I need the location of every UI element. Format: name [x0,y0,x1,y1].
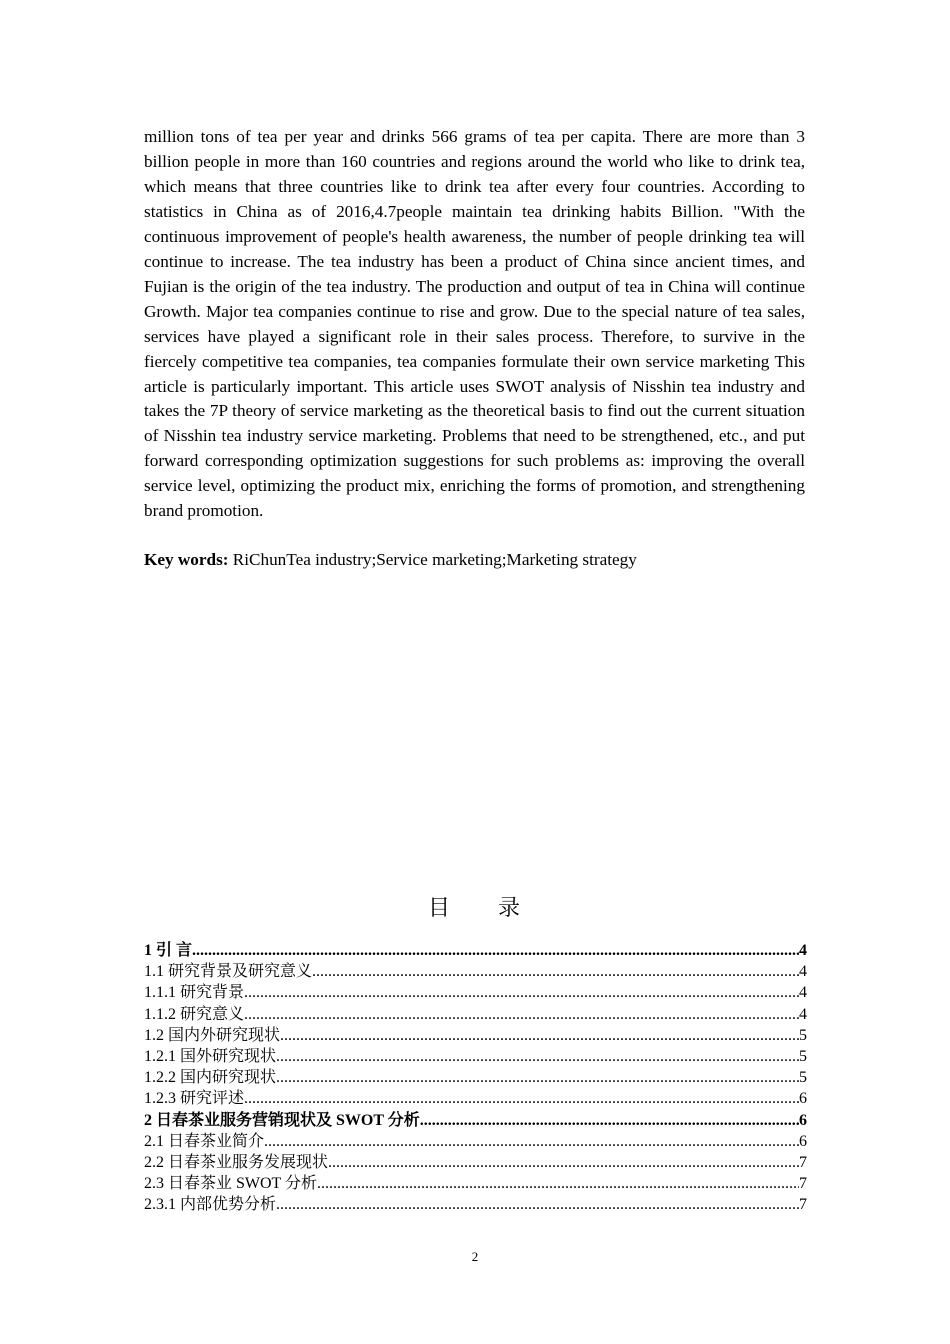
toc-dot-leader [328,1152,799,1173]
toc-entry-page: 6 [799,1111,807,1129]
toc-entry-label: 1.1.2 研究意义 [144,1005,245,1023]
toc-dot-leader [276,1194,799,1215]
toc-entry-page: 5 [799,1047,807,1065]
page-number: 2 [471,1249,479,1264]
toc-entry[interactable] [144,1194,807,1215]
toc-entry-label: 2 日春茶业服务营销现状及 SWOT 分析 [144,1111,420,1129]
toc-entry-page: 4 [799,963,807,981]
toc-dot-leader [244,1004,799,1025]
toc-entry[interactable] [144,1152,807,1173]
toc-entry[interactable] [144,982,807,1003]
toc-entry-page: 4 [799,1005,807,1023]
toc-entry-page: 4 [799,984,807,1002]
toc-entry-label: 2.3.1 内部优势分析 [144,1196,277,1214]
abstract-paragraph: million tons of tea per year and drinks 566 grams of tea per capita. There are more than 3 billion people in more than 160 countries and regions around the world who like to drink tea, which means that three countries like to drink tea after every four countries. According to statistics in China as of 2016,4.7people maintain tea drinking habits Billion. "With the continuous improvement of people's health awareness, the number of people drinking tea will continue to increase. The tea industry has been a product of China since ancient times, and Fujian is the origin of the tea industry. The production and output of tea in China will continue Growth. Major tea companies continue to rise and grow. Due to the special nature of tea sales, services have played a significant role in their sales process. Therefore, to survive in the fiercely competitive tea companies, tea companies formulate their own service marketing This article is particularly important. This article uses SWOT analysis of Nisshin tea industry and takes the 7P theory of service marketing as the theoretical basis to find out the current situation of Nisshin tea industry service marketing. Problems that need to be strengthened, etc., and put forward corresponding optimization suggestions for such problems as: improving the overall service level, optimizing the product mix, enriching the forms of promotion, and strengthening brand promotion. [144,127,805,521]
toc-dot-leader [420,1110,799,1131]
toc-entry-label: 1 引 言 [144,942,193,959]
toc-entry[interactable] [144,1131,807,1152]
toc-dot-leader [276,1067,799,1088]
toc-title [0,893,950,923]
keywords-label: Key words: [144,550,229,569]
toc-title-char-1: 目 [427,895,452,920]
toc-entry-page: 6 [799,1132,807,1150]
toc-entry[interactable] [144,1088,807,1109]
toc-entry-page: 7 [799,1175,807,1193]
toc-entry-page: 7 [799,1153,807,1171]
table-of-contents [144,940,807,1215]
toc-entry[interactable] [144,1067,807,1088]
toc-entry-label: 2.2 日春茶业服务发展现状 [144,1153,329,1171]
toc-entry-label: 1.2.1 国外研究现状 [144,1047,277,1065]
toc-entry-page: 5 [799,1069,807,1087]
toc-dot-leader [244,1088,799,1109]
toc-entry[interactable] [144,1004,807,1025]
toc-entry-label: 2.1 日春茶业简介 [144,1132,265,1150]
toc-entry[interactable] [144,1046,807,1067]
toc-entry[interactable] [144,1173,807,1194]
toc-entry-page: 7 [799,1196,807,1214]
toc-title-char-2: 录 [498,895,523,920]
toc-entry-page: 5 [799,1026,807,1044]
toc-entry-label: 1.2.3 研究评述 [144,1090,245,1108]
toc-dot-leader [264,1131,799,1152]
keywords-value: RiChunTea industry;Service marketing;Marketing strategy [228,550,637,569]
toc-entry[interactable] [144,1110,807,1131]
toc-dot-leader [280,1025,799,1046]
toc-dot-leader [276,1046,799,1067]
toc-dot-leader [192,940,799,961]
toc-entry[interactable] [144,961,807,982]
toc-entry-label: 1.1 研究背景及研究意义 [144,963,313,981]
toc-entry[interactable] [144,1025,807,1046]
toc-entry[interactable] [144,940,807,961]
toc-entry-page: 6 [799,1090,807,1108]
toc-entry-label: 2.3 日春茶业 SWOT 分析 [144,1175,318,1193]
toc-dot-leader [317,1173,799,1194]
keywords-line [144,548,805,573]
toc-dot-leader [244,982,799,1003]
toc-entry-label: 1.2 国内外研究现状 [144,1026,281,1044]
toc-entry-label: 1.2.2 国内研究现状 [144,1069,277,1087]
toc-entry-page: 4 [799,942,807,959]
toc-entry-label: 1.1.1 研究背景 [144,984,245,1002]
toc-dot-leader [312,961,799,982]
